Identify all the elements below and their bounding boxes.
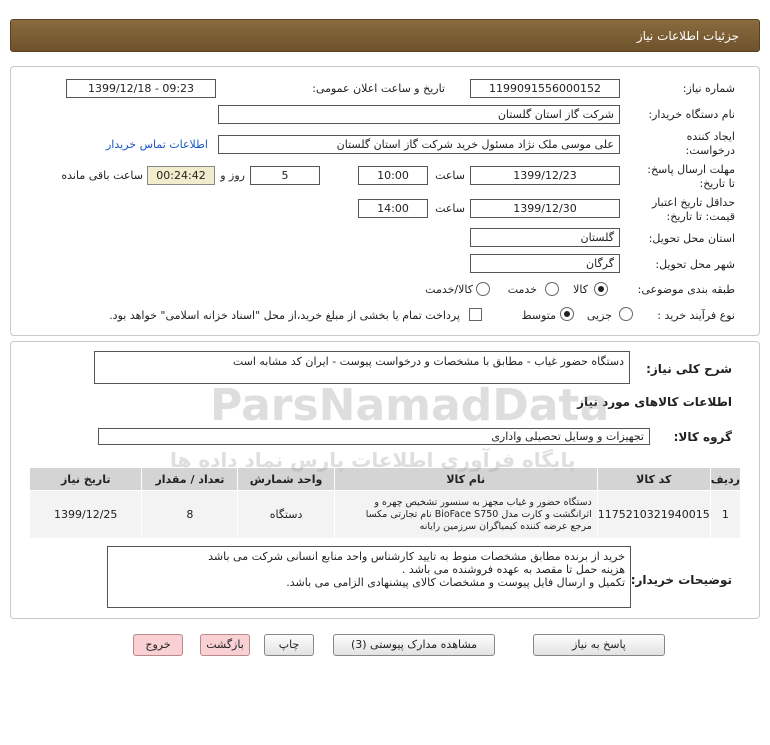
page-header [10, 19, 760, 52]
category-label: طبقه بندی موضوعی: [637, 283, 735, 296]
process-label: نوع فرآیند خرید : [657, 309, 735, 322]
requester-label-1: ایجاد کننده [686, 130, 735, 143]
cell-name [334, 491, 597, 539]
goods-group-field: تجهیزات و وسایل تحصیلی واداری [98, 428, 650, 445]
category-both-label: کالا/خدمت [425, 283, 473, 296]
buyer-notes-line-3: تکمیل و ارسال فایل پیوست و مشخصات کالای پیشنهادی الزامی می باشد. [286, 576, 625, 589]
goods-section-title: اطلاعات کالاهای مورد نیاز [577, 395, 732, 409]
category-goods-radio[interactable] [594, 282, 608, 296]
col-code: کد کالا [597, 468, 710, 491]
attachments-button[interactable]: مشاهده مدارک پیوستی (3) [333, 634, 495, 656]
reply-button[interactable]: پاسخ به نیاز [533, 634, 665, 656]
cell-code: 1175210321940015 [597, 491, 710, 539]
back-button[interactable]: بازگشت [200, 634, 250, 656]
goods-table-header [30, 468, 741, 491]
remaining-time-field: 00:24:42 [147, 166, 215, 185]
remaining-label: ساعت باقی مانده [61, 169, 143, 182]
contact-buyer-link[interactable]: اطلاعات تماس خریدار [106, 138, 208, 151]
province-label: استان محل تحویل: [648, 232, 735, 245]
announce-datetime-field: 1399/12/18 - 09:23 [66, 79, 216, 98]
cell-name-line-1: دستگاه حضور و غیاب مجهز به سنسور تشخیص چهره و [374, 496, 592, 508]
buyer-org-field: شرکت گاز استان گلستان [218, 105, 620, 124]
treasury-payment-checkbox[interactable] [469, 308, 482, 321]
reply-time-label: ساعت [435, 169, 465, 182]
summary-text: دستگاه حضور غیاب - مطابق با مشخصات و درخواست پیوست - ایران کد مشابه است [232, 355, 624, 368]
cell-name-line-3: مرجع عرضه کننده کیمیاگران سرزمین رایانه [419, 520, 592, 532]
process-minor-radio[interactable] [619, 307, 633, 321]
buyer-notes-label: توضیحات خریدار: [630, 573, 732, 587]
days-field: 5 [250, 166, 320, 185]
category-service-radio[interactable] [545, 282, 559, 296]
city-label: شهر محل تحویل: [655, 258, 735, 271]
days-label: روز و [220, 169, 245, 182]
validity-time-field: 14:00 [358, 199, 428, 218]
page-title: جزئیات اطلاعات نیاز [636, 29, 739, 43]
cell-date: 1399/12/25 [30, 491, 142, 539]
buyer-notes-line-2: هزینه حمل تا مقصد به عهده فروشنده می باشد . [401, 563, 625, 576]
cell-unit: دستگاه [238, 491, 334, 539]
cell-name-line-2: اثرانگشت و کارت مدل BioFace S750 نام تجارتی مکسا [365, 508, 592, 520]
cell-row: 1 [710, 491, 740, 539]
need-number-label: شماره نیاز: [682, 82, 735, 95]
validity-time-label: ساعت [435, 202, 465, 215]
reply-deadline-label-1: مهلت ارسال پاسخ: [647, 163, 735, 176]
validity-date-field: 1399/12/30 [470, 199, 620, 218]
buyer-notes-line-1: خرید از برنده مطابق مشخصات منوط به تایید کارشناس واحد منابع انسانی شرکت می باشد [208, 550, 625, 563]
process-minor-label: جزیی [586, 309, 612, 322]
city-field: گرگان [470, 254, 620, 273]
reply-date-field: 1399/12/23 [470, 166, 620, 185]
need-number-field: 1199091556000152 [470, 79, 620, 98]
requester-field: علی موسی ملک نژاد مسئول خرید شرکت گاز استان گلستان [218, 135, 620, 154]
table-row [30, 491, 741, 539]
col-name: نام کالا [334, 468, 597, 491]
col-row: ردیف [710, 468, 740, 491]
buyer-notes-field [107, 546, 631, 608]
summary-label: شرح کلی نیاز: [646, 362, 732, 376]
validity-label-2: قیمت: تا تاریخ: [666, 210, 735, 223]
print-button[interactable]: چاپ [264, 634, 314, 656]
reply-time-field: 10:00 [358, 166, 428, 185]
requester-label-2: درخواست: [685, 144, 735, 157]
goods-group-label: گروه کالا: [673, 430, 732, 444]
category-both-radio[interactable] [476, 282, 490, 296]
col-unit: واحد شمارش [238, 468, 334, 491]
watermark-tagline: پایگاه فرآوری اطلاعات پارس نماد داده ها [170, 448, 576, 472]
goods-table [29, 467, 741, 539]
summary-field [94, 351, 630, 384]
watermark-brand: ParsNamadData [210, 380, 610, 431]
category-service-label: خدمت [507, 283, 537, 296]
process-medium-label: متوسط [521, 309, 556, 322]
col-date: تاریخ نیاز [30, 468, 142, 491]
exit-button[interactable]: خروج [133, 634, 183, 656]
reply-deadline-label-2: تا تاریخ: [699, 177, 735, 190]
buyer-org-label: نام دستگاه خریدار: [648, 108, 735, 121]
province-field: گلستان [470, 228, 620, 247]
announce-label: تاریخ و ساعت اعلان عمومی: [312, 82, 445, 95]
col-qty: تعداد / مقدار [142, 468, 238, 491]
cell-qty: 8 [142, 491, 238, 539]
category-goods-label: کالا [573, 283, 588, 296]
validity-label-1: حداقل تاریخ اعتبار [651, 196, 735, 209]
process-medium-radio[interactable] [560, 307, 574, 321]
payment-note: پرداخت تمام یا بخشی از مبلغ خرید،از محل "اسناد خزانه اسلامی" خواهد بود. [109, 309, 460, 322]
